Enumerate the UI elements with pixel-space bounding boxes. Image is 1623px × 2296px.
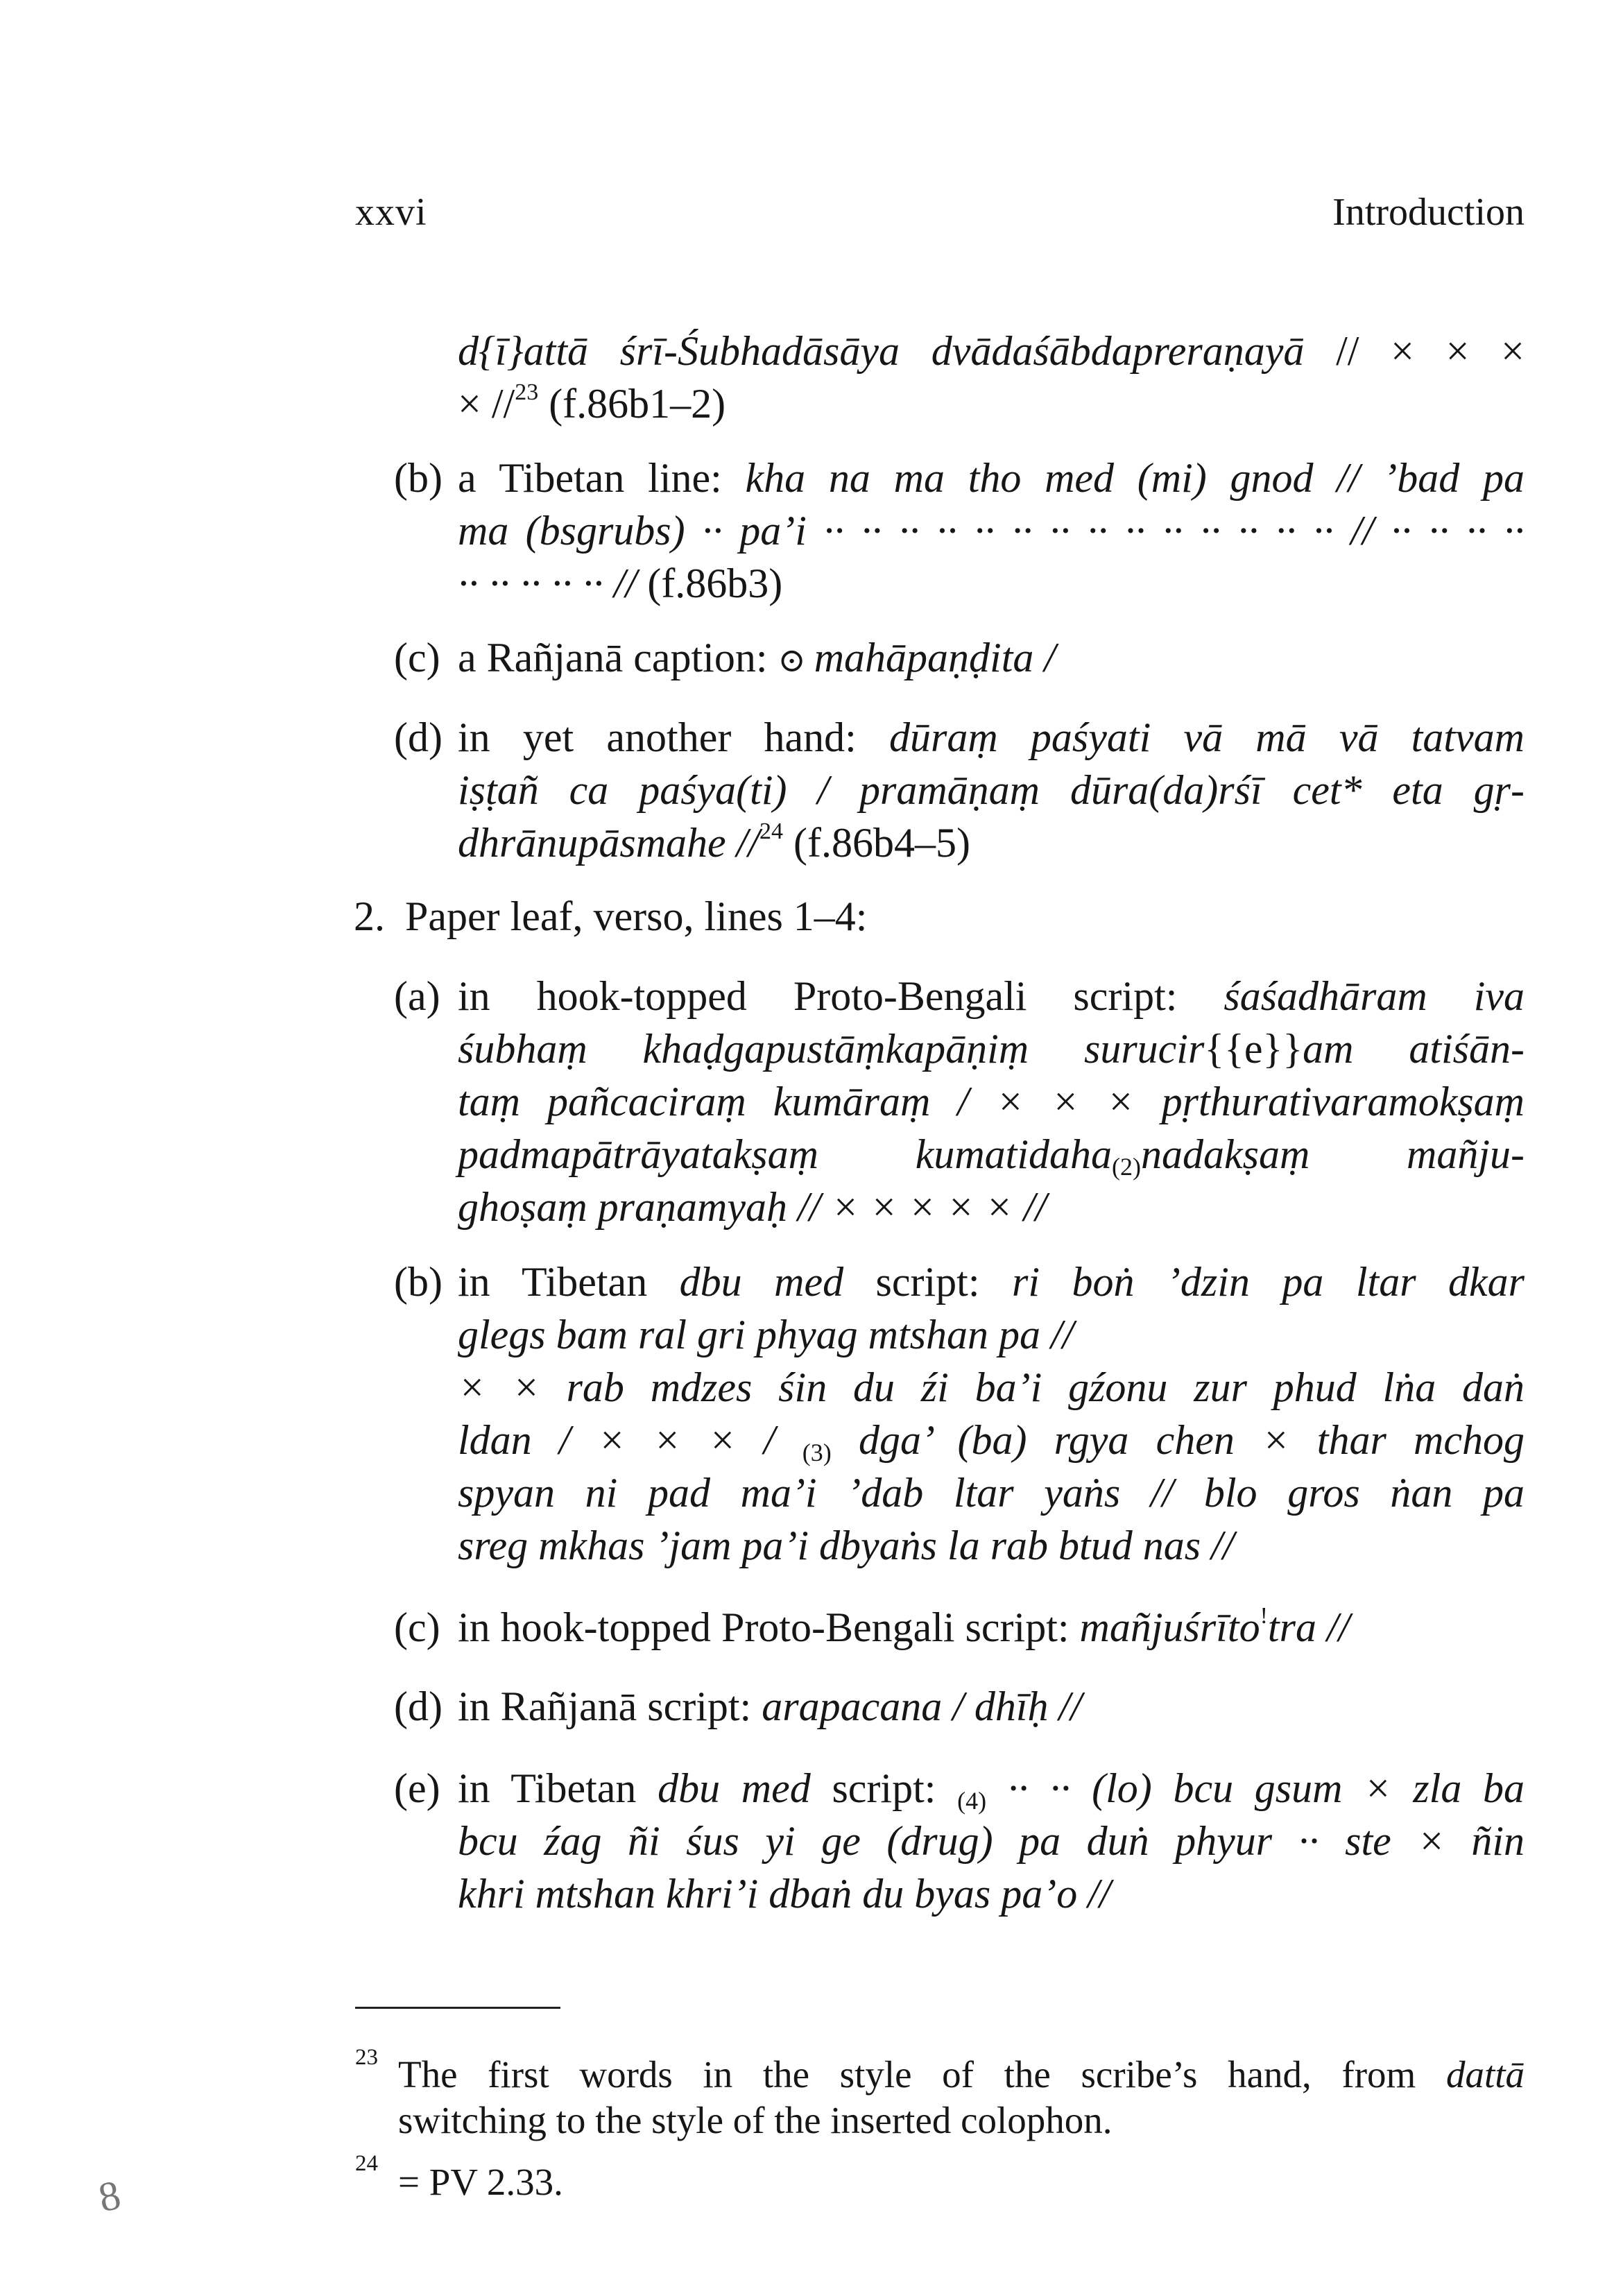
footnote-ref: 24 — [759, 819, 783, 844]
running-header: Introduction — [1332, 191, 1525, 234]
footnote-23 — [398, 2052, 1525, 2143]
text-line: in hook-topped Proto-Bengali script: mañjuśrīto!tra // — [458, 1603, 1350, 1650]
margin-pencil-mark: 8 — [94, 2171, 125, 2221]
item-2c — [458, 1601, 1525, 1654]
text-line: in yet another hand: dūraṃ paśyati vā mā vā tatvam — [458, 714, 1525, 760]
item-label: (b) — [394, 1259, 443, 1305]
text-line: in hook-topped Proto-Bengali script: śaśadhāram iva — [458, 973, 1525, 1019]
text-line: padmapātrāyatakṣaṃ kumatidaha$_{(2)}$nadakṣaṃ mañju- — [458, 1131, 1525, 1181]
text-line: bcu źag ñi śus yi ge (drug) pa duṅ phyur ·· ste × ñin — [458, 1818, 1525, 1864]
text-line: spyan ni pad ma’i ’dab ltar yaṅs // blo gros ṅan pa — [458, 1470, 1525, 1516]
item-1c — [458, 631, 1525, 687]
text-line: a Tibetan line: kha na ma tho med (mi) gnod // ’bad pa — [458, 455, 1525, 501]
text-line: in Tibetan dbu med script: ri boṅ ’dzin pa ltar dkar — [458, 1259, 1525, 1305]
text-line: × × rab mdzes śin du źi ba’i gźonu zur phud lṅa daṅ — [458, 1364, 1525, 1410]
text-line: iṣṭañ ca paśya(ti) / pramāṇaṃ dūra(da)rśī cet* eta gṛ- — [458, 767, 1525, 813]
text-line: glegs bam ral gri phyag mtshan pa // — [458, 1312, 1074, 1357]
item-label: (b) — [394, 455, 443, 501]
text-line: × //$^{23}$ (f.86b1–2) — [458, 379, 726, 427]
text-line: ·· ·· ·· ·· ·· // (f.86b3) — [458, 560, 783, 606]
item-label: (c) — [394, 1604, 440, 1650]
footnote-rule — [355, 2007, 560, 2009]
item-2a — [458, 970, 1525, 1233]
item-label: (a) — [394, 973, 440, 1019]
footnote-line: The first words in the style of the scribe’s hand, from dattā — [398, 2053, 1525, 2096]
page-number: xxvi — [355, 191, 427, 234]
text-line: khri mtshan khri’i dbaṅ du byas pa’o // — [458, 1871, 1111, 1917]
footnote-24 — [398, 2159, 1525, 2205]
item-1d — [458, 711, 1525, 869]
item-label: (e) — [394, 1765, 440, 1811]
footnote-line: = PV 2.33. — [398, 2161, 563, 2203]
footnote-number: 24 — [355, 2151, 378, 2176]
item-label: (d) — [394, 714, 443, 760]
text-line: śubhaṃ khaḍgapustāṃkapāṇiṃ surucir{{e}}am atiśān- — [458, 1026, 1525, 1072]
text-line: d{ī}attā śrī-Śubhadāsāya dvādaśābdapreraṇayā // × × × — [458, 328, 1525, 374]
text-line: in Rañjanā script: arapacana / dhīḥ // — [458, 1684, 1082, 1729]
item-2b — [458, 1256, 1525, 1572]
item-2d — [458, 1680, 1525, 1733]
item-label: (c) — [394, 635, 440, 680]
text-line: dhrānupāsmahe //$^{24}$ (f.86b4–5) — [458, 819, 970, 866]
item-label: (d) — [394, 1684, 443, 1729]
circle-dot-symbol: ⊙ — [778, 642, 814, 679]
text-line: Paper leaf, verso, lines 1–4: — [405, 893, 868, 939]
text-line: taṃ pañcaciraṃ kumāraṃ / × × × pṛthurativaramokṣaṃ — [458, 1079, 1525, 1124]
footnote-ref: 23 — [515, 379, 539, 405]
item-number: 2. — [354, 893, 385, 939]
item-1a-continuation — [458, 325, 1525, 430]
text-line: ma (bsgrubs) ·· pa’i ·· ·· ·· ·· ·· ·· ·· ·· ·· ·· ·· ·· ·· ·· // ·· ·· ·· ·· — [458, 508, 1525, 554]
item-2-heading — [405, 890, 1515, 943]
item-2e — [458, 1762, 1525, 1920]
text-line: sreg mkhas ’jam pa’i dbyaṅs la rab btud nas // — [458, 1523, 1235, 1568]
text-line: in Tibetan dbu med script: $_{(4)}$ ·· ·· (lo) bcu gsum × zla ba — [458, 1765, 1525, 1815]
footnote-number: 23 — [355, 2045, 378, 2070]
text-line: ghoṣaṃ praṇamyaḥ // × × × × × // — [458, 1184, 1047, 1230]
item-1b — [458, 452, 1525, 610]
footnote-line: switching to the style of the inserted colophon. — [398, 2099, 1113, 2141]
text-line: ldan / × × × / $_{(3)}$ dga’ (ba) rgya chen × thar mchog — [458, 1417, 1525, 1466]
text-line: a Rañjanā caption: ⊙ mahāpaṇḍita / — [458, 635, 1056, 680]
